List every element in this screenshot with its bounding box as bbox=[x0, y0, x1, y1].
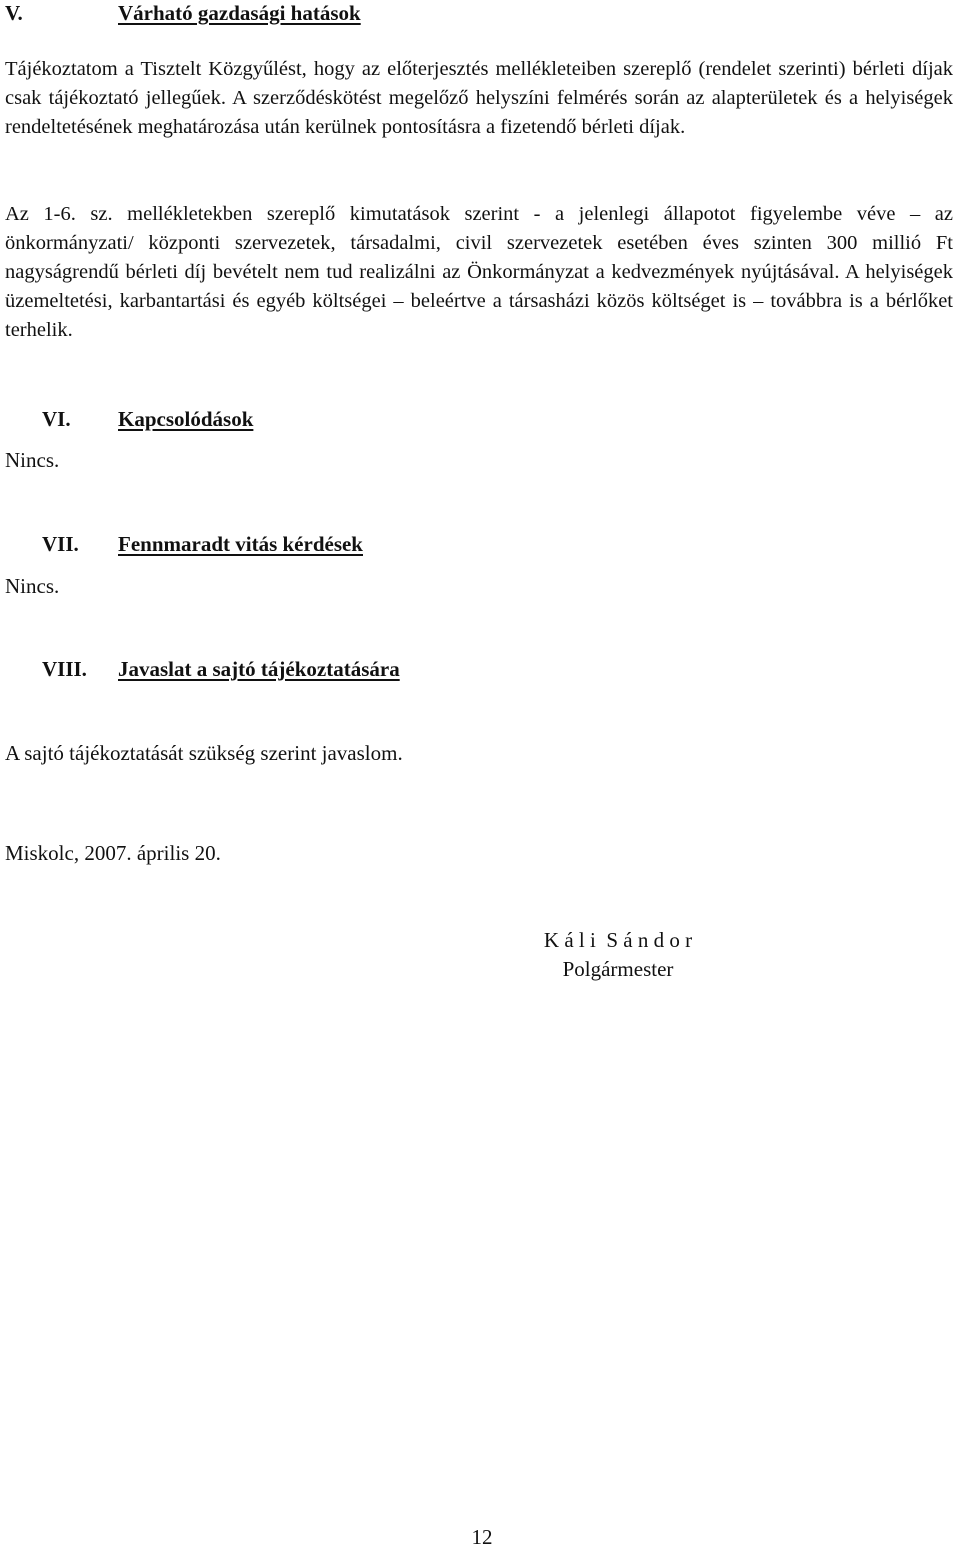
section-5-heading bbox=[5, 0, 455, 26]
section-5-paragraph-2: Az 1-6. sz. mellékletekben szereplő kimutatások szerint - a jelenlegi állapotot figyelembe véve – az önkormányzati/ központi szervezetek, társadalmi, civil szervezetek esetében éves szinten 300 millió Ft nagyságrendű bérleti díj bevételt nem tud realizálni az Önkormányzat a kedvezmények nyújtásával. A helyiségek üzemeltetési, karbantartási és egyéb költségei – beleértve a társasházi közös költséget is – továbbra is a bérlőket terhelik. bbox=[5, 203, 953, 341]
signature-role: Polgármester bbox=[562, 957, 674, 981]
section-7-heading bbox=[42, 531, 492, 557]
section-7-title: Fennmaradt vitás kérdések bbox=[118, 532, 363, 556]
section-6-number: VI. bbox=[42, 407, 71, 431]
section-8-body: A sajtó tájékoztatását szükség szerint javaslom. bbox=[5, 741, 403, 765]
section-6-heading bbox=[42, 406, 442, 432]
section-8-number: VIII. bbox=[42, 657, 87, 681]
section-7-body: Nincs. bbox=[5, 574, 60, 598]
section-5-title: Várható gazdasági hatások bbox=[118, 1, 361, 25]
signature-name: K á l i S á n d o r bbox=[543, 928, 693, 952]
section-6-title: Kapcsolódások bbox=[118, 407, 254, 431]
section-5-number: V. bbox=[5, 1, 23, 25]
section-8-heading bbox=[42, 656, 542, 682]
section-5-paragraph-1: Tájékoztatom a Tisztelt Közgyűlést, hogy az előterjesztés mellékleteiben szereplő (rendelet szerinti) bérleti díjak csak tájékoztató jellegűek. A szerződéskötést megelőző helyszíni felmérés során az alapterületek és a helyiségek rendeltetésének meghatározása után kerülnek pontosításra a fizetendő bérleti díjak. bbox=[5, 58, 953, 138]
section-7-number: VII. bbox=[42, 532, 79, 556]
place-date: Miskolc, 2007. április 20. bbox=[5, 841, 221, 865]
section-8-title: Javaslat a sajtó tájékoztatására bbox=[118, 657, 400, 681]
section-6-body: Nincs. bbox=[5, 448, 60, 472]
page-number: 12 bbox=[471, 1525, 493, 1549]
